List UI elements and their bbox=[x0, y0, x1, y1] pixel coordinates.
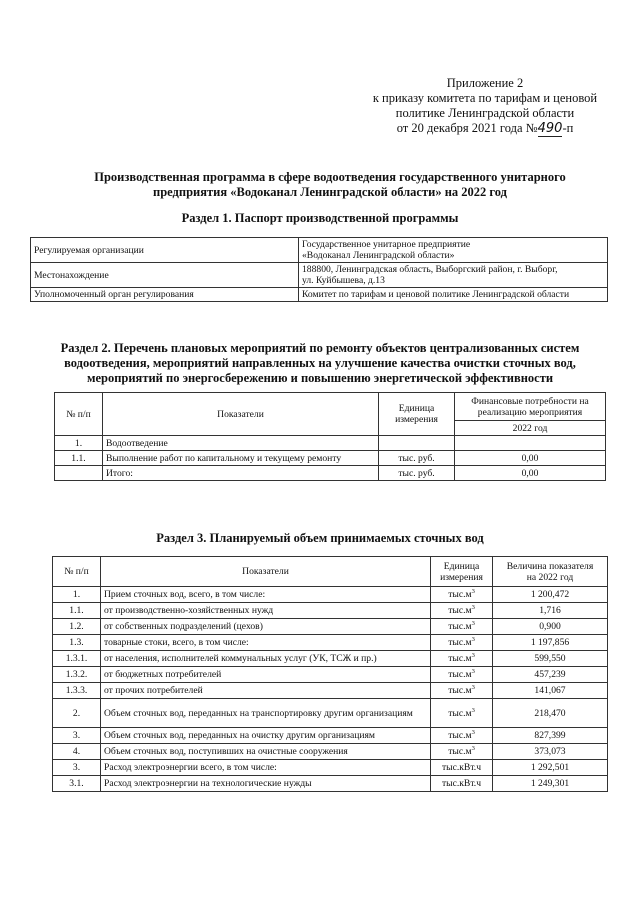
cell-indicator: Итого: bbox=[103, 466, 379, 481]
header-line: Финансовые потребности на bbox=[471, 395, 589, 407]
col-indicator: Показатели bbox=[103, 393, 379, 436]
cell-unit bbox=[431, 587, 493, 603]
table-row bbox=[53, 635, 608, 651]
unit-text: тыс.м bbox=[448, 730, 472, 741]
passport-label: Регулируемая организации bbox=[31, 238, 299, 263]
passport-value bbox=[299, 263, 608, 288]
heading-line: Раздел 2. Перечень плановых мероприятий по ремонту объектов централизованных систем bbox=[60, 341, 580, 355]
table-row bbox=[53, 619, 608, 635]
unit-text: тыс.м bbox=[448, 746, 472, 757]
unit-text: тыс.кВт.ч bbox=[441, 778, 482, 789]
cell-indicator: товарные стоки, всего, в том числе: bbox=[101, 635, 431, 651]
table-row bbox=[53, 683, 608, 699]
unit-text: тыс.м bbox=[448, 605, 472, 616]
cell-unit bbox=[431, 699, 493, 728]
passport-table bbox=[30, 237, 608, 302]
value-line: ул. Куйбышева, д.13 bbox=[302, 275, 385, 286]
unit-superscript: 3 bbox=[471, 651, 475, 659]
cell-indicator: Объем сточных вод, переданных на очистку другим организациям bbox=[101, 728, 431, 744]
section3-heading: Раздел 3. Планируемый объем принимаемых сточных вод bbox=[156, 531, 484, 545]
section1-heading: Раздел 1. Паспорт производственной программы bbox=[181, 211, 459, 225]
cell-unit bbox=[431, 651, 493, 667]
cell-value: 373,073 bbox=[493, 744, 608, 760]
cell-num: 1.3. bbox=[53, 635, 101, 651]
cell-num: 4. bbox=[53, 744, 101, 760]
header-line: измерения bbox=[440, 571, 483, 583]
value-line: «Водоканал Ленинградской области» bbox=[302, 250, 455, 261]
table-row bbox=[53, 728, 608, 744]
passport-label: Уполномоченный орган регулирования bbox=[31, 288, 299, 302]
header-line: на 2022 год bbox=[526, 571, 574, 583]
table-header-row bbox=[53, 557, 608, 587]
cell-unit: тыс. руб. bbox=[379, 466, 455, 481]
cell-num: 3. bbox=[53, 728, 101, 744]
col-year: 2022 год bbox=[455, 421, 606, 436]
unit-superscript: 3 bbox=[471, 619, 475, 627]
unit-superscript: 3 bbox=[471, 587, 475, 595]
cell-value: 218,470 bbox=[493, 699, 608, 728]
unit-text: тыс.м bbox=[448, 621, 472, 632]
table-row bbox=[53, 587, 608, 603]
cell-indicator: Расход электроэнергии на технологические нужды bbox=[101, 776, 431, 792]
cell-unit bbox=[431, 728, 493, 744]
appendix-date-suffix: -п bbox=[562, 121, 574, 135]
table-row bbox=[55, 436, 606, 451]
col-unit bbox=[379, 393, 455, 436]
table-row bbox=[53, 651, 608, 667]
order-number: 490 bbox=[537, 121, 563, 136]
appendix-date-prefix: от 20 декабря 2021 года № bbox=[396, 121, 538, 135]
cell-num: 2. bbox=[53, 699, 101, 728]
cell-num: 1.1. bbox=[53, 603, 101, 619]
unit-superscript: 3 bbox=[471, 706, 475, 714]
heading-line: мероприятий по энергосбережению и повышению энергетической эффективности bbox=[86, 371, 554, 385]
table-row bbox=[53, 776, 608, 792]
table-row bbox=[53, 603, 608, 619]
document-title bbox=[70, 170, 590, 200]
table-row bbox=[55, 466, 606, 481]
cell-value: 599,550 bbox=[493, 651, 608, 667]
table-row bbox=[53, 760, 608, 776]
unit-text: тыс.кВт.ч bbox=[441, 762, 482, 773]
header-line: Единица bbox=[398, 403, 435, 414]
cell-indicator: от собственных подразделений (цехов) bbox=[101, 619, 431, 635]
table-row bbox=[55, 451, 606, 466]
cell-value: 1 200,472 bbox=[493, 587, 608, 603]
unit-text: тыс.м bbox=[448, 707, 472, 719]
unit-superscript: 3 bbox=[471, 728, 475, 736]
wastewater-volume-table bbox=[52, 556, 608, 792]
table-row bbox=[31, 238, 608, 263]
passport-value bbox=[299, 238, 608, 263]
header-line: реализацию мероприятия bbox=[477, 406, 583, 418]
cell-num: 1.3.1. bbox=[53, 651, 101, 667]
unit-text: тыс.м bbox=[448, 685, 472, 696]
cell-indicator: от населения, исполнителей коммунальных услуг (УК, ТСЖ и пр.) bbox=[101, 651, 431, 667]
appendix-header bbox=[355, 76, 615, 136]
cell-indicator: от производственно-хозяйственных нужд bbox=[101, 603, 431, 619]
cell-num: 1.3.3. bbox=[53, 683, 101, 699]
cell-unit bbox=[431, 760, 493, 776]
cell-value bbox=[455, 436, 606, 451]
unit-superscript: 3 bbox=[471, 667, 475, 675]
table-row bbox=[53, 744, 608, 760]
header-line: измерения bbox=[395, 414, 438, 425]
section2-heading bbox=[40, 341, 600, 386]
cell-indicator: Объем сточных вод, поступивших на очистные сооружения bbox=[101, 744, 431, 760]
cell-num: 1. bbox=[55, 436, 103, 451]
measures-table bbox=[54, 392, 606, 481]
unit-superscript: 3 bbox=[471, 744, 475, 752]
cell-indicator: от прочих потребителей bbox=[101, 683, 431, 699]
value-line: Государственное унитарное предприятие bbox=[302, 239, 471, 250]
cell-unit bbox=[431, 619, 493, 635]
cell-value: 1 292,501 bbox=[493, 760, 608, 776]
cell-num: 3.1. bbox=[53, 776, 101, 792]
cell-unit bbox=[431, 603, 493, 619]
cell-value: 827,399 bbox=[493, 728, 608, 744]
col-num: № п/п bbox=[55, 393, 103, 436]
table-row bbox=[31, 288, 608, 302]
cell-unit bbox=[431, 683, 493, 699]
cell-indicator: Водоотведение bbox=[103, 436, 379, 451]
cell-unit bbox=[379, 436, 455, 451]
appendix-line: политике Ленинградской области bbox=[395, 106, 575, 120]
cell-indicator: Расход электроэнергии всего, в том числе: bbox=[101, 760, 431, 776]
col-finance bbox=[455, 393, 606, 421]
unit-text: тыс.м bbox=[448, 637, 472, 648]
unit-superscript: 3 bbox=[471, 635, 475, 643]
cell-value: 1 249,301 bbox=[493, 776, 608, 792]
appendix-line: Приложение 2 bbox=[446, 76, 524, 90]
value-line: 188800, Ленинградская область, Выборгский район, г. Выборг, bbox=[302, 264, 558, 275]
cell-unit bbox=[431, 776, 493, 792]
cell-indicator: от бюджетных потребителей bbox=[101, 667, 431, 683]
unit-superscript: 3 bbox=[471, 683, 475, 691]
passport-value: Комитет по тарифам и ценовой политике Ленинградской области bbox=[299, 288, 608, 302]
cell-value: 141,067 bbox=[493, 683, 608, 699]
unit-superscript: 3 bbox=[471, 603, 475, 611]
cell-value: 0,00 bbox=[455, 466, 606, 481]
cell-num bbox=[55, 466, 103, 481]
header-line: Единица bbox=[443, 560, 480, 572]
cell-value: 1 197,856 bbox=[493, 635, 608, 651]
title-line: предприятия «Водоканал Ленинградской области» на 2022 год bbox=[153, 185, 507, 199]
col-indicator: Показатели bbox=[101, 557, 431, 587]
cell-num: 1. bbox=[53, 587, 101, 603]
table-row bbox=[53, 667, 608, 683]
cell-value: 0,900 bbox=[493, 619, 608, 635]
col-unit bbox=[431, 557, 493, 587]
table-body bbox=[53, 587, 608, 792]
appendix-line: к приказу комитета по тарифам и ценовой bbox=[372, 91, 598, 105]
cell-value: 457,239 bbox=[493, 667, 608, 683]
cell-num: 3. bbox=[53, 760, 101, 776]
cell-indicator: Выполнение работ по капитальному и текущему ремонту bbox=[103, 451, 379, 466]
cell-indicator: Объем сточных вод, переданных на транспортировку другим организациям bbox=[101, 699, 431, 728]
cell-unit bbox=[431, 667, 493, 683]
col-value bbox=[493, 557, 608, 587]
appendix-date-line bbox=[355, 121, 615, 136]
cell-value: 1,716 bbox=[493, 603, 608, 619]
table-row bbox=[53, 699, 608, 728]
cell-value: 0,00 bbox=[455, 451, 606, 466]
passport-label: Местонахождение bbox=[31, 263, 299, 288]
cell-num: 1.2. bbox=[53, 619, 101, 635]
title-line: Производственная программа в сфере водоотведения государственного унитарного bbox=[94, 170, 566, 184]
col-num: № п/п bbox=[53, 557, 101, 587]
unit-text: тыс.м bbox=[448, 669, 472, 680]
heading-line: водоотведения, мероприятий направленных на улучшение качества очистки сточных вод, bbox=[64, 356, 576, 370]
cell-indicator: Прием сточных вод, всего, в том числе: bbox=[101, 587, 431, 603]
unit-text: тыс.м bbox=[448, 589, 472, 600]
table-row bbox=[31, 263, 608, 288]
unit-text: тыс.м bbox=[448, 653, 472, 664]
cell-unit bbox=[431, 744, 493, 760]
cell-unit bbox=[431, 635, 493, 651]
header-line: Величина показателя bbox=[506, 560, 594, 572]
table-header-row bbox=[55, 393, 606, 421]
cell-unit: тыс. руб. bbox=[379, 451, 455, 466]
cell-num: 1.3.2. bbox=[53, 667, 101, 683]
cell-num: 1.1. bbox=[55, 451, 103, 466]
